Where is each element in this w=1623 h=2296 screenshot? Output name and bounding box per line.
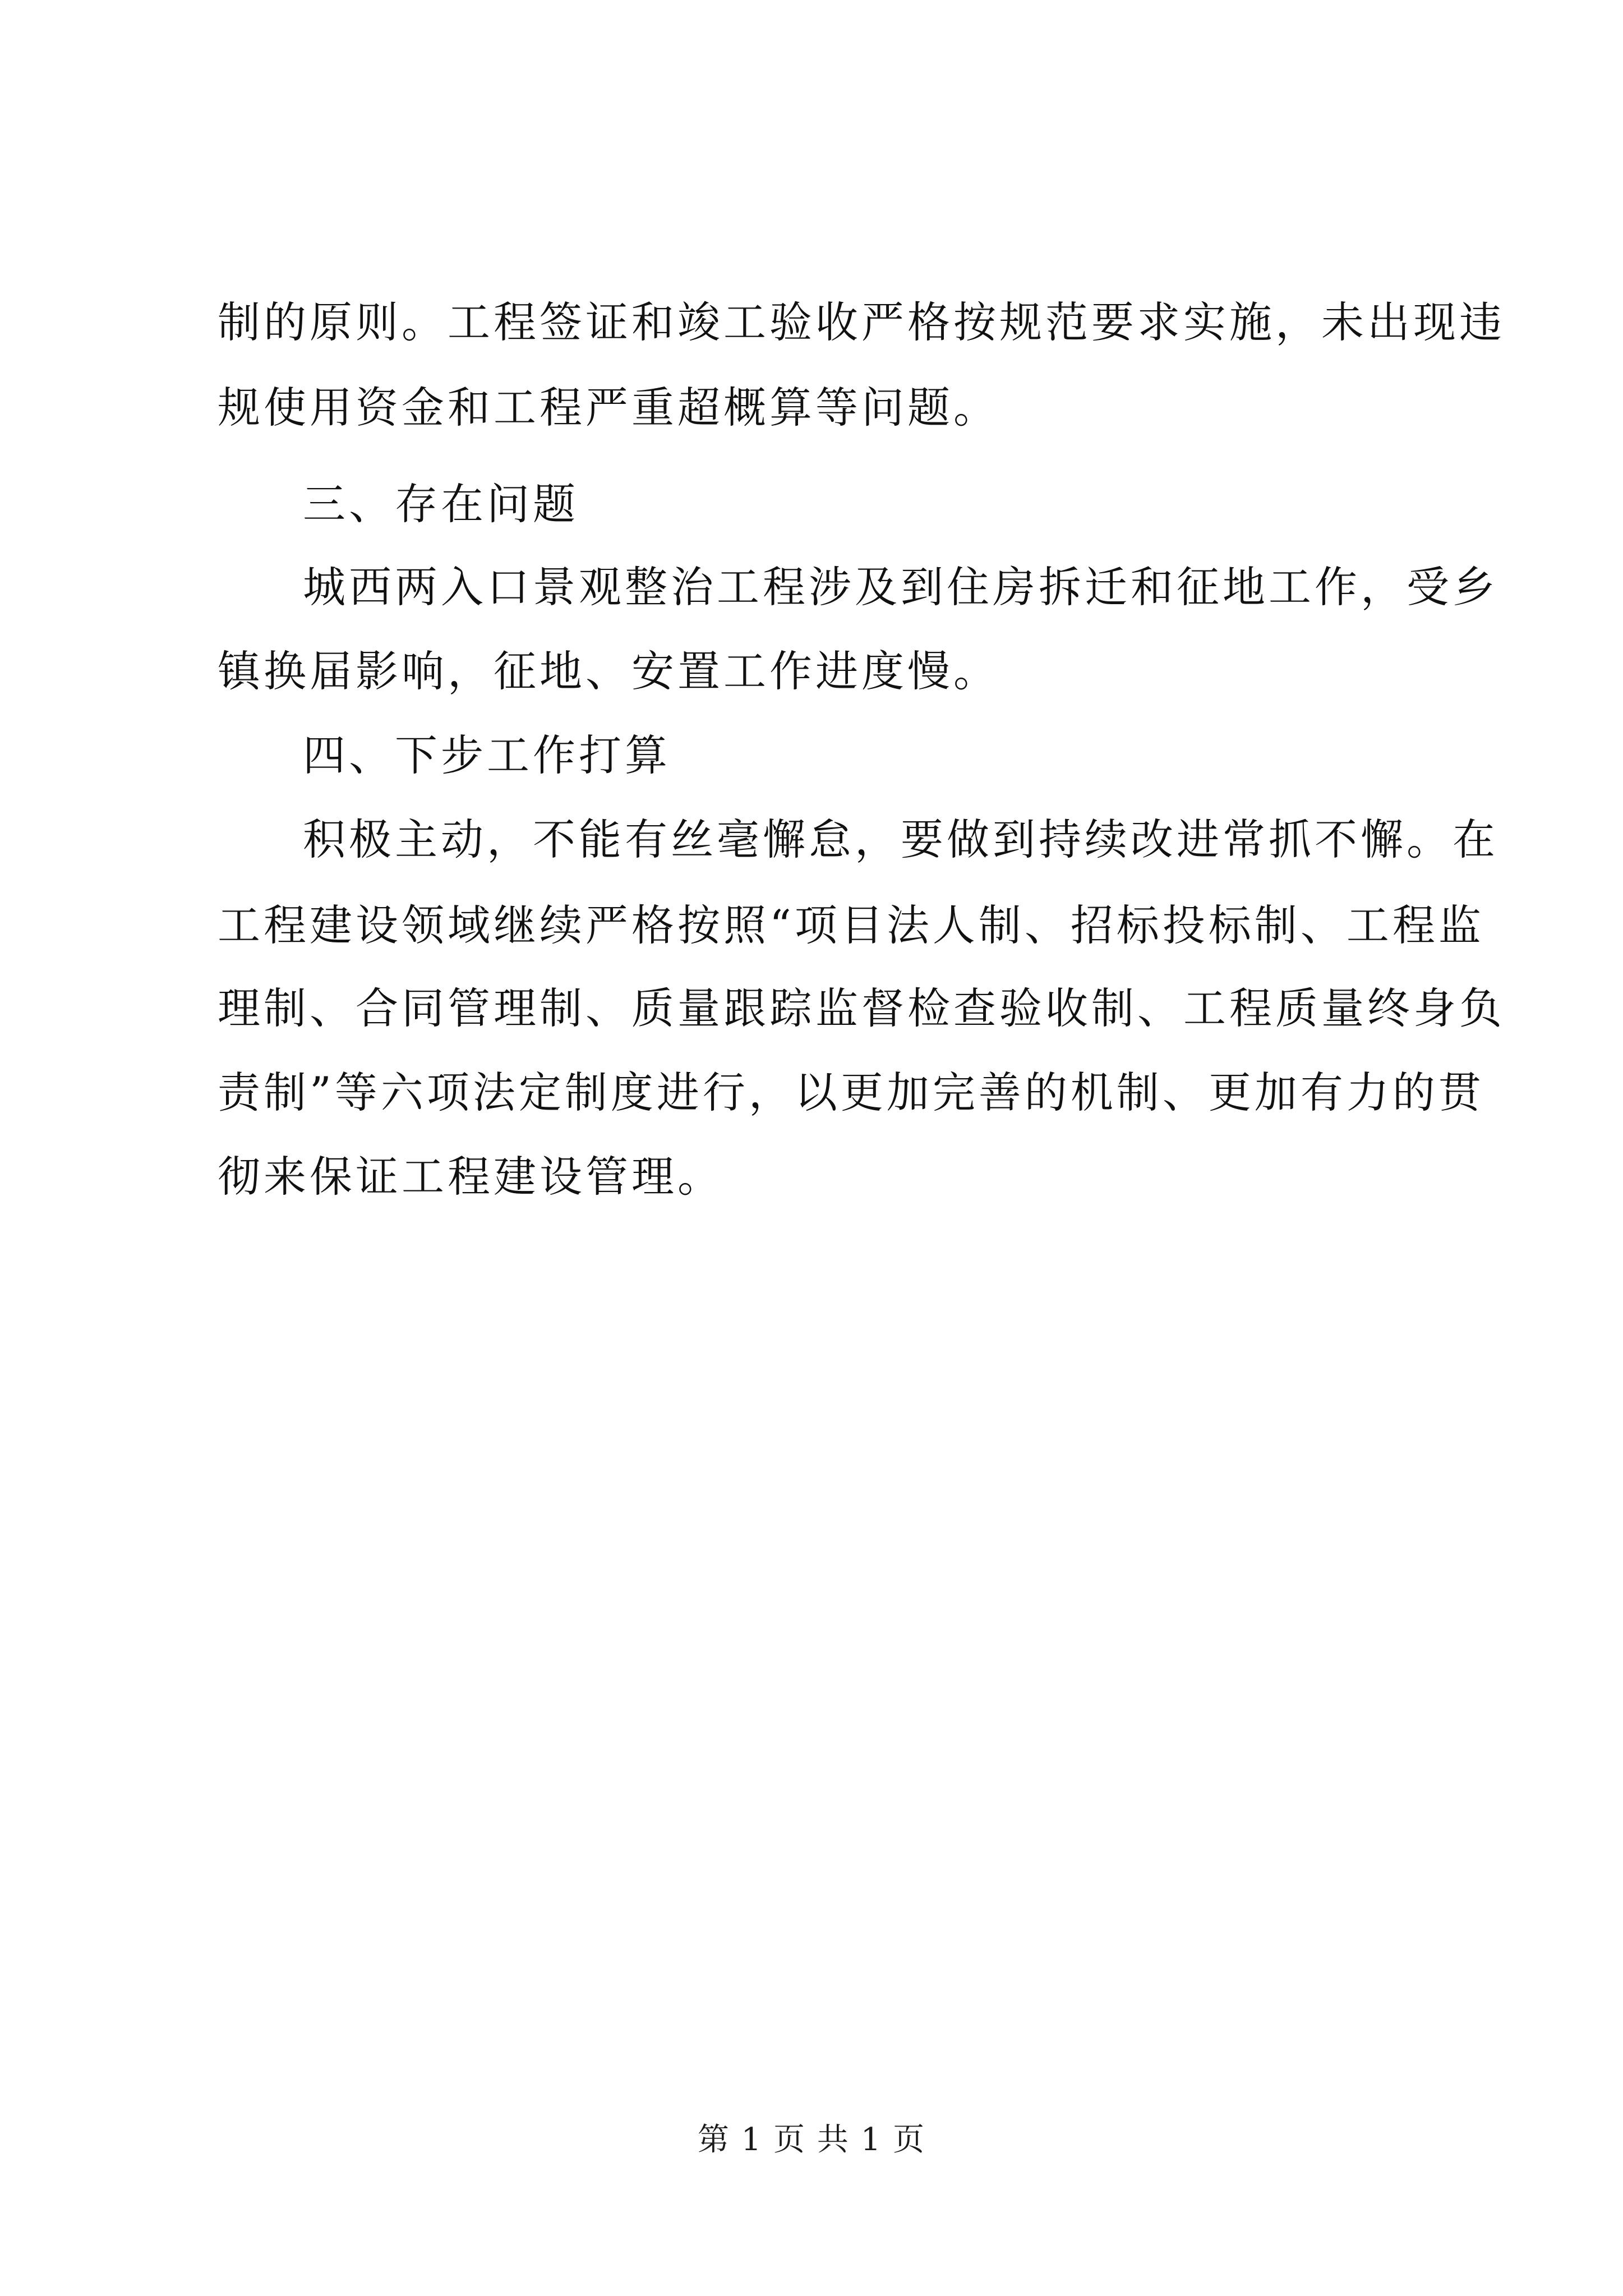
text-line: 规使用资金和工程严重超概算等问题。 [218, 383, 999, 432]
page-footer: 第 1 页 共 1 页 [697, 2122, 926, 2158]
text-line: 城西两入口景观整治工程涉及到住房拆迁和征地工作，受乡 [303, 562, 1498, 612]
text-line: 工程建设领域继续严格按照“项目法人制、招标投标制、工程监 [218, 900, 1484, 950]
section-heading-issues: 三、存在问题 [303, 479, 579, 529]
text-line: 理制、合同管理制、质量跟踪监督检查验收制、工程质量终身负 [218, 983, 1505, 1033]
section-heading-next-steps: 四、下步工作打算 [303, 730, 671, 780]
text-line: 制的原则。工程签证和竣工验收严格按规范要求实施，未出现违 [218, 297, 1505, 347]
text-line: 责制”等六项法定制度进行，以更加完善的机制、更加有力的贯 [218, 1068, 1484, 1117]
text-line: 彻来保证工程建设管理。 [218, 1152, 723, 1202]
text-line: 积极主动，不能有丝毫懈怠，要做到持续改进常抓不懈。在 [303, 815, 1498, 864]
text-line: 镇换届影响，征地、安置工作进度慢。 [218, 646, 999, 696]
